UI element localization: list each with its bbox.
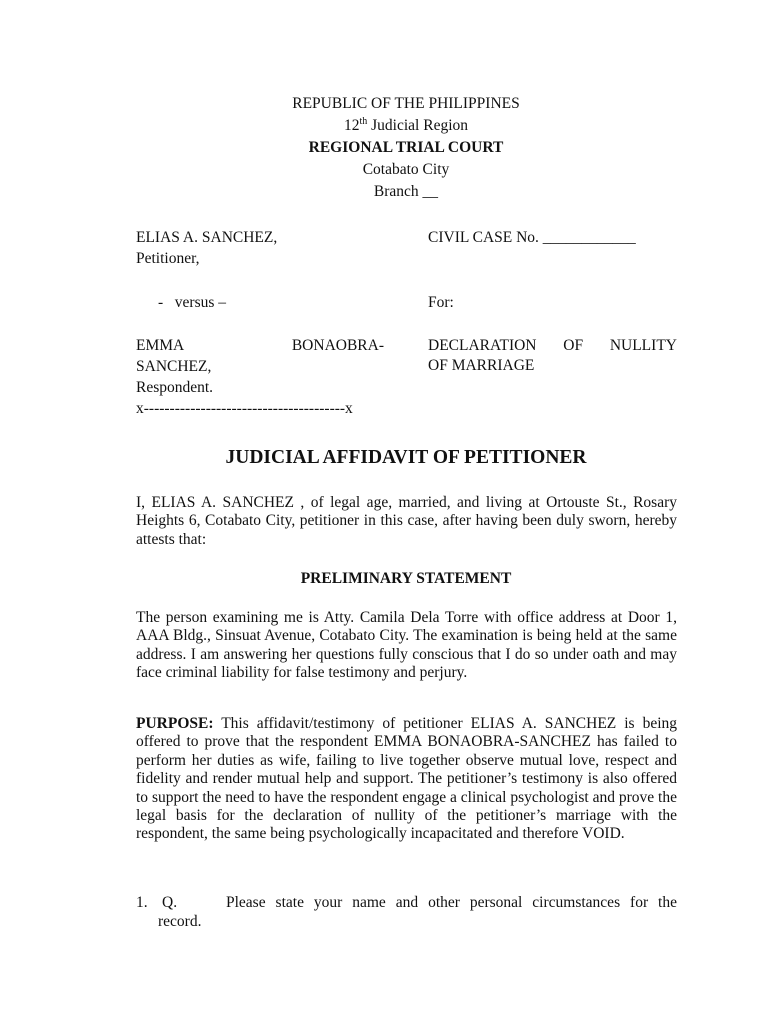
versus-label: - versus – — [158, 294, 227, 311]
region-number: 12 — [343, 117, 360, 134]
caption-separator: x---------------------------------------x — [136, 400, 353, 417]
for-label: For: — [428, 294, 454, 311]
nature-of-case-line2: OF MARRIAGE — [428, 357, 535, 374]
respondent-last-name: SANCHEZ, — [136, 358, 212, 375]
header-region — [0, 116, 768, 136]
header-court: REGIONAL TRIAL COURT — [308, 139, 504, 156]
petitioner-name: ELIAS A. SANCHEZ, — [136, 229, 278, 246]
respondent-first-name: EMMA — [136, 337, 185, 354]
nature-word-of: OF — [563, 337, 584, 354]
purpose-paragraph — [136, 715, 677, 844]
header-republic: REPUBLIC OF THE PHILIPPINES — [292, 95, 520, 112]
document-title: JUDICIAL AFFIDAVIT OF PETITIONER — [225, 447, 587, 468]
nature-word-declaration: DECLARATION — [428, 337, 537, 354]
respondent-middle-name: BONAOBRA- — [291, 337, 384, 354]
purpose-label: PURPOSE: — [136, 715, 214, 732]
question-label: Q. — [162, 894, 178, 911]
respondent-name-line1 — [136, 336, 384, 356]
region-label: Judicial Region — [367, 117, 469, 134]
petitioner-role: Petitioner, — [136, 250, 200, 267]
respondent-role: Respondent. — [136, 379, 214, 396]
header-branch: Branch __ — [373, 183, 439, 200]
preliminary-paragraph: The person examining me is Atty. Camila Dela Torre with office address at Door 1, AAA Bldg., Sinsuat Avenue, Cotabato City. The examination is being held at the same address. I am answering her questions fully conscious that I do so under oath and may face criminal liability for false testimony and perjury. — [136, 609, 677, 682]
question-text-continuation: record. — [158, 913, 202, 930]
purpose-text: This affidavit/testimony of petitioner ELIAS A. SANCHEZ is being offered to prove that the respondent EMMA BONAOBRA-SANCHEZ has failed to perform her duties as wife, failing to live together observe mutual love, respect and fidelity and render mutual help and support. The petitioner’s testimony is also offered to support the need to have the respondent engage a clinical psychologist and prove the legal basis for the declaration of nullity of the petitioner’s marriage with the respondent, the same being psychologically incapacitated and therefore VOID. — [136, 715, 677, 843]
header-city: Cotabato City — [362, 161, 450, 178]
intro-paragraph: I, ELIAS A. SANCHEZ , of legal age, married, and living at Ortouste St., Rosary Heights 6, Cotabato City, petitioner in this case, after having been duly sworn, hereby attests that: — [136, 494, 677, 548]
nature-word-nullity: NULLITY — [609, 337, 677, 354]
question-1 — [136, 893, 677, 930]
nature-of-case-line1 — [428, 336, 677, 356]
civil-case-number: CIVIL CASE No. ____________ — [428, 229, 636, 246]
region-ordinal: th — [359, 115, 368, 127]
preliminary-heading: PRELIMINARY STATEMENT — [300, 570, 512, 587]
question-number: 1. — [136, 894, 148, 911]
question-text: Please state your name and other personal circumstances for the — [226, 894, 677, 911]
